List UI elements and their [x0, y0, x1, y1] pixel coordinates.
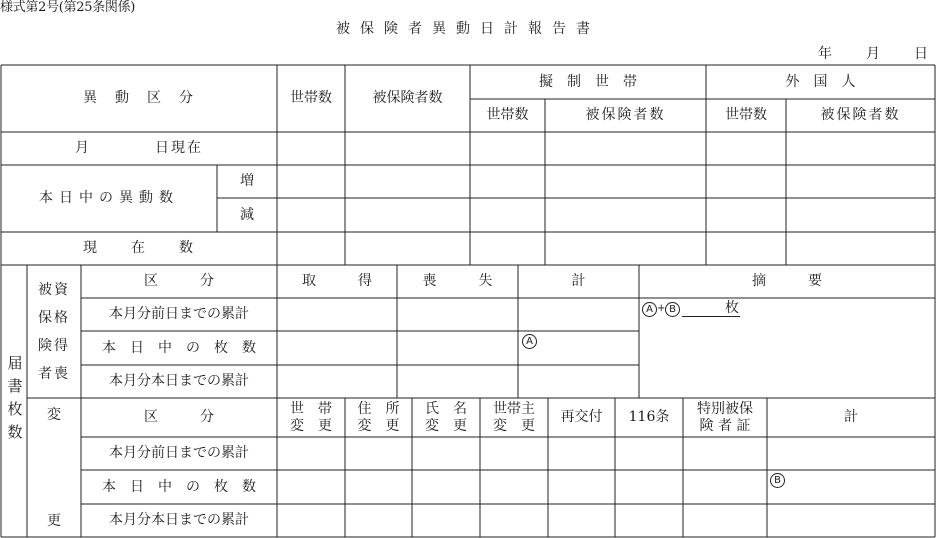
- acq-header-shutoku: 取 得: [302, 273, 372, 289]
- change-header-kubun: 区 分: [144, 409, 214, 425]
- tekiyou-unit: 枚: [725, 300, 739, 316]
- header-gaikoku-setai-su: 世帯数: [725, 107, 767, 123]
- change-header-article-116: 116条: [628, 409, 670, 425]
- change-header-setainushi-henkou: 世帯主 変 更: [493, 400, 535, 434]
- change-row-today-cumulative: 本月分本日までの累計: [109, 512, 249, 528]
- header-hihokensha-su: 被保険者数: [372, 90, 443, 106]
- header-gisei-hihokensha-su: 被保険者数: [585, 107, 666, 123]
- header-idou-kubun: 異 動 区 分: [83, 90, 195, 106]
- tekiyou-circle-b: B: [665, 302, 680, 317]
- change-header-shimei-henkou: 氏 名 変 更: [425, 400, 467, 434]
- tekiyou-plus: +: [657, 303, 666, 314]
- change-header-jusho-henkou: 住 所 変 更: [357, 400, 400, 434]
- row-daily-change: 本日中の異動数: [39, 190, 179, 206]
- acq-header-tekiyou: 摘 要: [752, 273, 822, 289]
- row-as-of-date: 月 日現在: [75, 140, 203, 156]
- change-row-today-count: 本 日 中 の 枚 数: [102, 478, 256, 495]
- acq-row-prev-cumulative: 本月分前日までの累計: [109, 306, 249, 322]
- row-current-count: 現 在 数: [83, 240, 195, 256]
- change-row-prev-cumulative: 本月分前日までの累計: [109, 445, 249, 461]
- acq-header-kei: 計: [571, 273, 586, 289]
- header-gisei-setai: 擬 制 世 帯: [539, 73, 637, 90]
- acq-row-today-count: 本 日 中 の 枚 数: [102, 339, 256, 356]
- tekiyou-circle-a: A: [642, 302, 657, 317]
- acq-header-soushitsu: 喪 失: [422, 273, 493, 289]
- side-label-todokesho-maisu: 届書枚数: [5, 355, 24, 447]
- tekiyou-underline: [682, 316, 740, 317]
- header-setai-su: 世帯数: [290, 90, 332, 106]
- acquisition-loss-label: 被資 保格 険得 者喪: [38, 281, 70, 382]
- document-title: 被保険者異動日計報告書: [336, 21, 600, 37]
- row-decrease: 減: [240, 206, 254, 223]
- circle-b-marker: B: [770, 473, 785, 488]
- acq-row-today-cumulative: 本月分本日までの累計: [109, 373, 249, 389]
- header-gisei-setai-su: 世帯数: [486, 107, 529, 123]
- change-label-top: 変: [47, 406, 61, 423]
- circle-a-marker: A: [522, 334, 537, 349]
- month-label: 月: [866, 46, 880, 62]
- change-header-saikoufu: 再交付: [560, 409, 603, 425]
- change-header-kei: 計: [844, 409, 858, 425]
- header-gaikokujin: 外 国 人: [785, 73, 856, 90]
- change-header-tokubetsu-hihokenshasho: 特別被保 険 者 証: [697, 400, 753, 434]
- change-header-setai-henkou: 世 帯 変 更: [290, 400, 332, 434]
- year-label: 年: [818, 46, 832, 62]
- form-number: 様式第2号(第25条関係): [0, 0, 136, 15]
- acq-header-kubun: 区 分: [144, 273, 214, 289]
- change-label-bottom: 更: [47, 512, 61, 529]
- header-gaikoku-hihokensha-su: 被保険者数: [820, 107, 901, 123]
- row-increase: 増: [240, 173, 254, 189]
- day-label: 日: [914, 46, 928, 62]
